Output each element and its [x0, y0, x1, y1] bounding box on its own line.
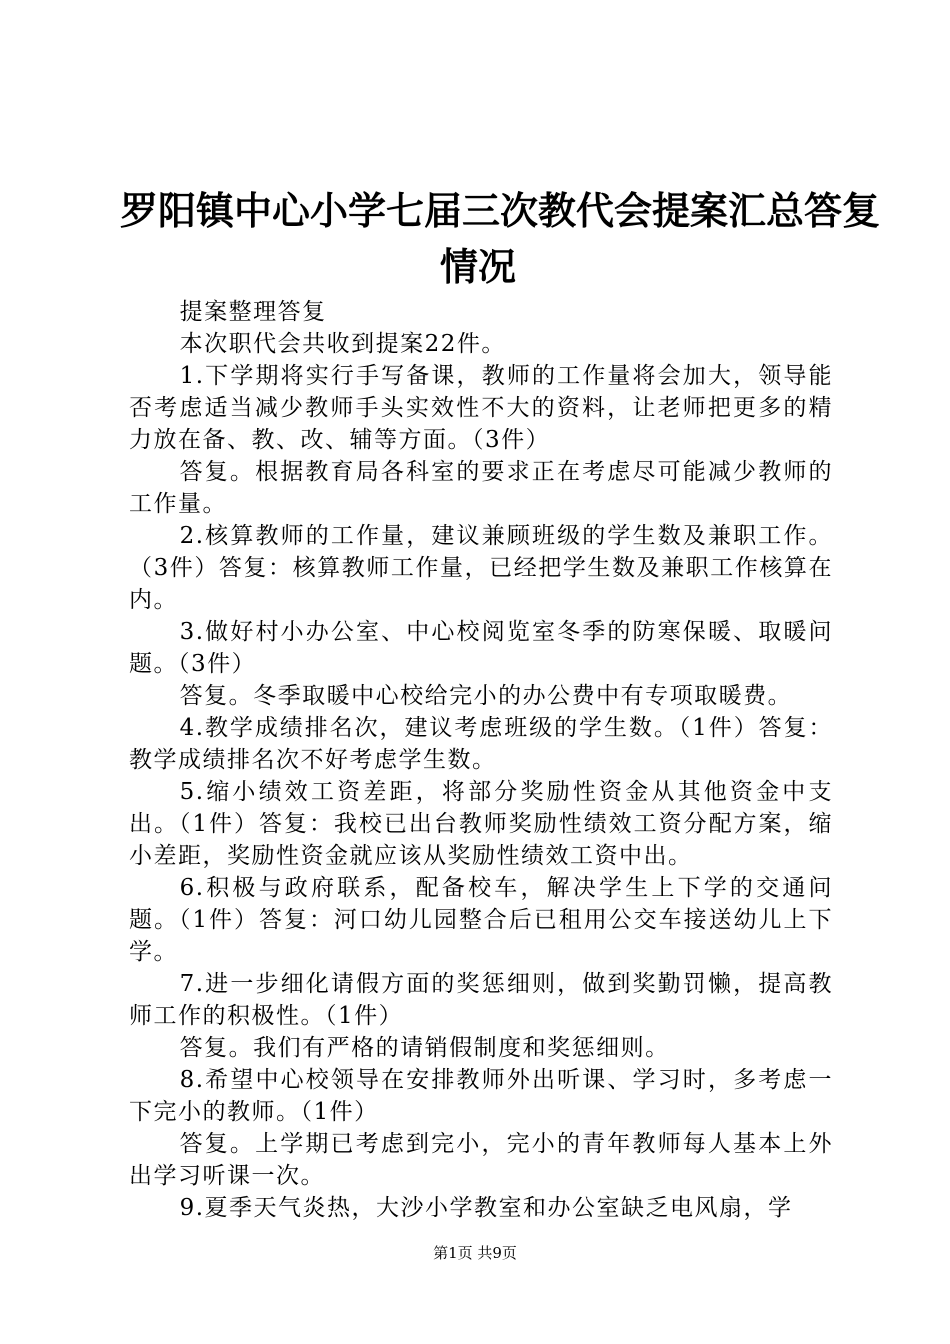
document-title-line-2: 情况 [439, 244, 516, 289]
proposal-1: 1.下学期将实行手写备课，教师的工作量将会加大，领导能否考虑适当减少教师手头实效性不大的资料，让老师把更多的精力放在备、教、改、辅等方面。（3件） [129, 363, 833, 453]
paragraph-summary: 本次职代会共收到提案22件。 [179, 331, 506, 357]
reply-8: 答复。上学期已考虑到完小，完小的青年教师每人基本上外出学习听课一次。 [129, 1131, 833, 1189]
proposal-6: 6.积极与政府联系，配备校车，解决学生上下学的交通问题。（1件）答复：河口幼儿园整合后已租用公交车接送幼儿上下学。 [129, 875, 833, 965]
proposal-8: 8.希望中心校领导在安排教师外出听课、学习时，多考虑一下完小的教师。（1件） [129, 1067, 833, 1125]
proposal-2: 2.核算教师的工作量，建议兼顾班级的学生数及兼职工作。（3件）答复：核算教师工作量，已经把学生数及兼职工作核算在内。 [129, 523, 833, 613]
document-title-line-1: 罗阳镇中心小学七届三次教代会提案汇总答复 [120, 188, 881, 233]
proposal-7: 7.进一步细化请假方面的奖惩细则，做到奖勤罚懒，提高教师工作的积极性。（1件） [129, 971, 833, 1029]
paragraph-heading: 提案整理答复 [179, 299, 327, 325]
proposal-9: 9.夏季天气炎热，大沙小学教室和办公室缺乏电风扇，学 [179, 1195, 793, 1221]
reply-1: 答复。根据教育局各科室的要求正在考虑尽可能减少教师的工作量。 [129, 459, 833, 517]
reply-3: 答复。冬季取暖中心校给完小的办公费中有专项取暖费。 [179, 683, 793, 709]
proposal-4: 4.教学成绩排名次，建议考虑班级的学生数。（1件）答复：教学成绩排名次不好考虑学生数。 [129, 715, 833, 773]
proposal-3: 3.做好村小办公室、中心校阅览室冬季的防寒保暖、取暖问题。（3件） [129, 619, 833, 677]
reply-7: 答复。我们有严格的请销假制度和奖惩细则。 [179, 1035, 670, 1061]
page-footer: 第1页 共9页 [433, 1244, 517, 1262]
document-body [129, 296, 833, 1224]
proposal-5: 5.缩小绩效工资差距，将部分奖励性资金从其他资金中支出。（1件）答复：我校已出台教师奖励性绩效工资分配方案，缩小差距，奖励性资金就应该从奖励性绩效工资中出。 [129, 779, 833, 869]
